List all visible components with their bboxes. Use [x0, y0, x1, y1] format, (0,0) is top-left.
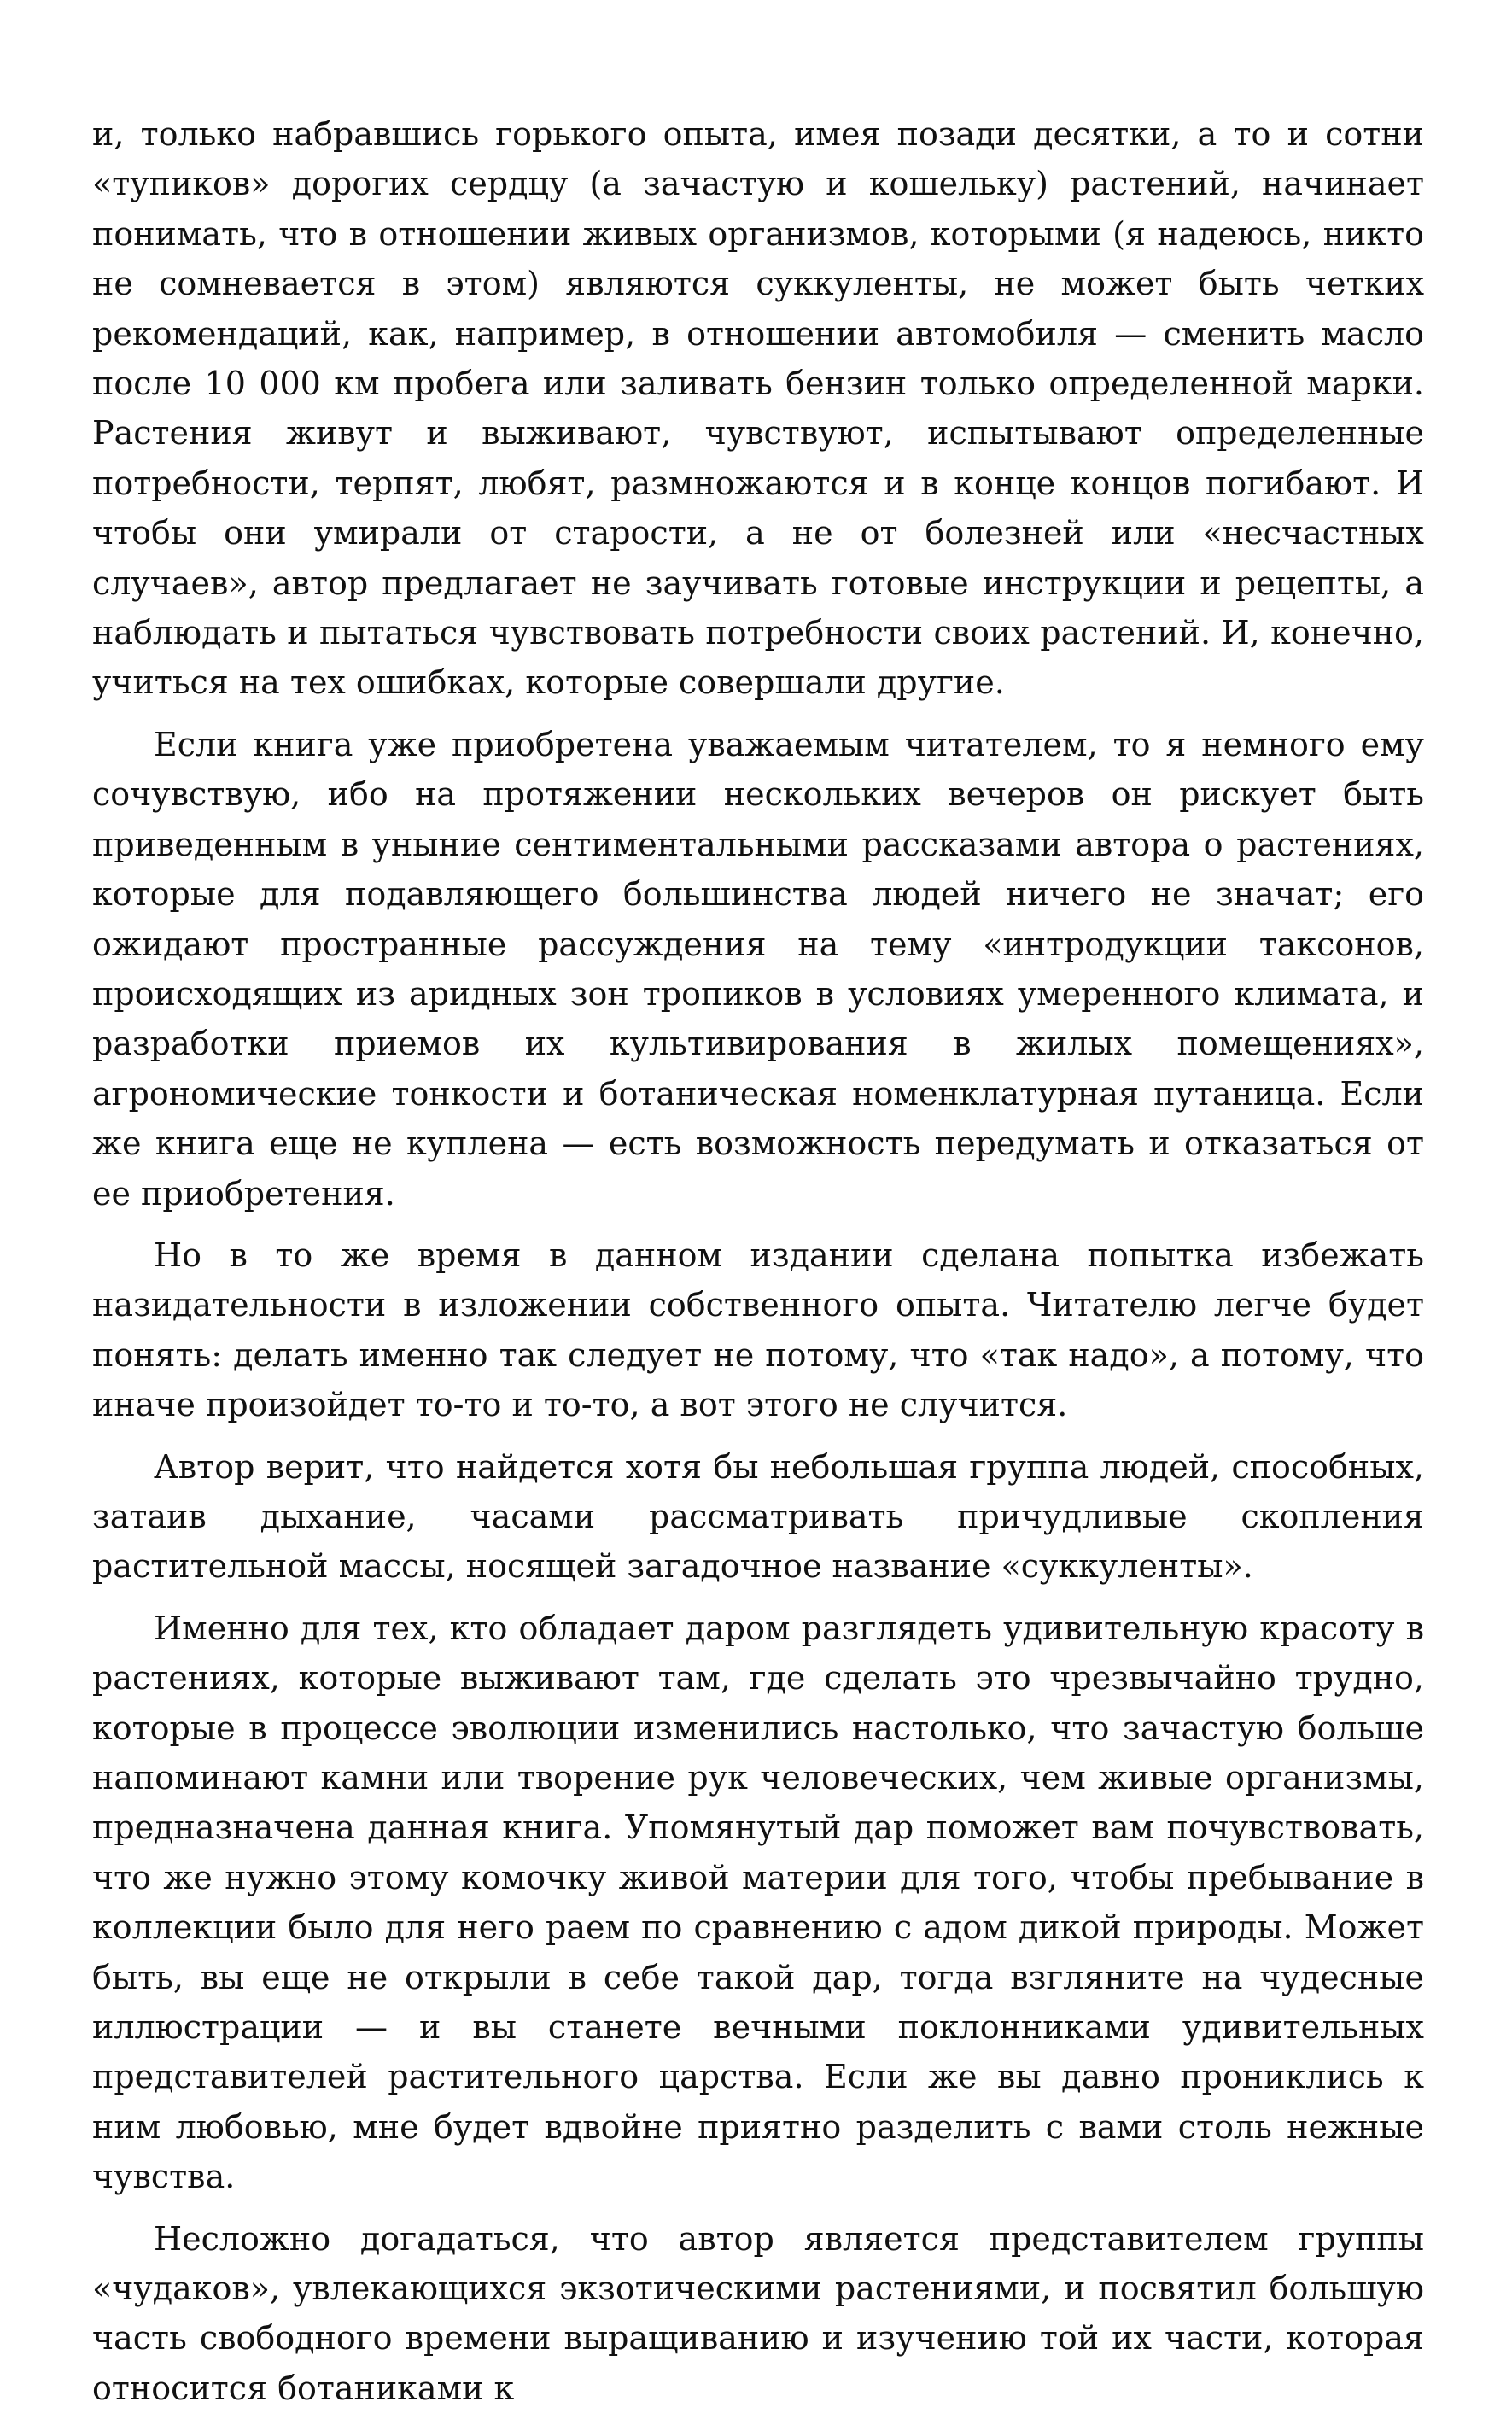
page-body: [92, 109, 1424, 2425]
paragraph-4: Автор верит, что найдется хотя бы небольшая группа людей, способных, затаив дыхание, часами рассматривать причудливые скопления растительной массы, носящей загадочное название «суккуленты».: [92, 1447, 1424, 1586]
paragraph-6: Несложно догадаться, что автор является представителем группы «чудаков», увлекающихся экзотическими растениями, и посвятил большую часть свободного времени выращиванию и изучению той их части, которая относится ботаниками к: [92, 2219, 1424, 2407]
paragraph-2: Если книга уже приобретена уважаемым читателем, то я немного ему сочувствую, ибо на протяжении нескольких вечеров он рискует быть приведенным в уныние сентиментальными рассказами автора о растениях, которые для подавляющего большинства людей ничего не значат; его ожидают пространные рассуждения на тему «интродукции таксонов, происходящих из аридных зон тропиков в условиях умеренного климата, и разработки приемов их культивирования в жилых помещениях», агрономические тонкости и ботаническая номенклатурная путаница. Если же книга еще не куплена — есть возможность передумать и отказаться от ее приобретения.: [92, 725, 1424, 1212]
paragraph-3: Но в то же время в данном издании сделана попытка избежать назидательности в изложении собственного опыта. Читателю легче будет понять: делать именно так следует не потому, что «так надо», а потому, что иначе произойдет то-то и то-то, а вот этого не случится.: [92, 1236, 1424, 1424]
paragraph-5: Именно для тех, кто обладает даром разглядеть удивительную красоту в растениях, которые выживают там, где сделать это чрезвычайно трудно, которые в процессе эволюции изменились настолько, что зачастую больше напоминают камни или творение рук человеческих, чем живые организмы, предназначена данная книга. Упомянутый дар поможет вам почувствовать, что же нужно этому комочку живой материи для того, чтобы пребывание в коллекции было для него раем по сравнению с адом дикой природы. Может быть, вы еще не открыли в себе такой дар, тогда взгляните на чудесные иллюстрации — и вы станете вечными поклонниками удивительных представителей растительного царства. Если же вы давно прониклись к ним любовью, мне будет вдвойне приятно разделить с вами столь нежные чувства.: [92, 1609, 1424, 2196]
paragraph-1: и, только набравшись горького опыта, имея позади десятки, а то и сотни «тупиков» дорогих сердцу (а зачастую и кошельку) растений, начинает понимать, что в отношении живых организмов, которыми (я надеюсь, никто не сомневается в этом) являются суккуленты, не может быть четких рекомендаций, как, например, в отношении автомобиля — сменить масло после 10 000 км пробега или заливать бензин только определенной марки. Растения живут и выживают, чувствуют, испытывают определенные потребности, терпят, любят, размножаются и в конце концов погибают. И чтобы они умирали от старости, а не от болезней или «несчастных случаев», автор предлагает не заучивать готовые инструкции и рецепты, а наблюдать и пытаться чувствовать потребности своих растений. И, конечно, учиться на тех ошибках, которые совершали другие.: [92, 115, 1424, 702]
